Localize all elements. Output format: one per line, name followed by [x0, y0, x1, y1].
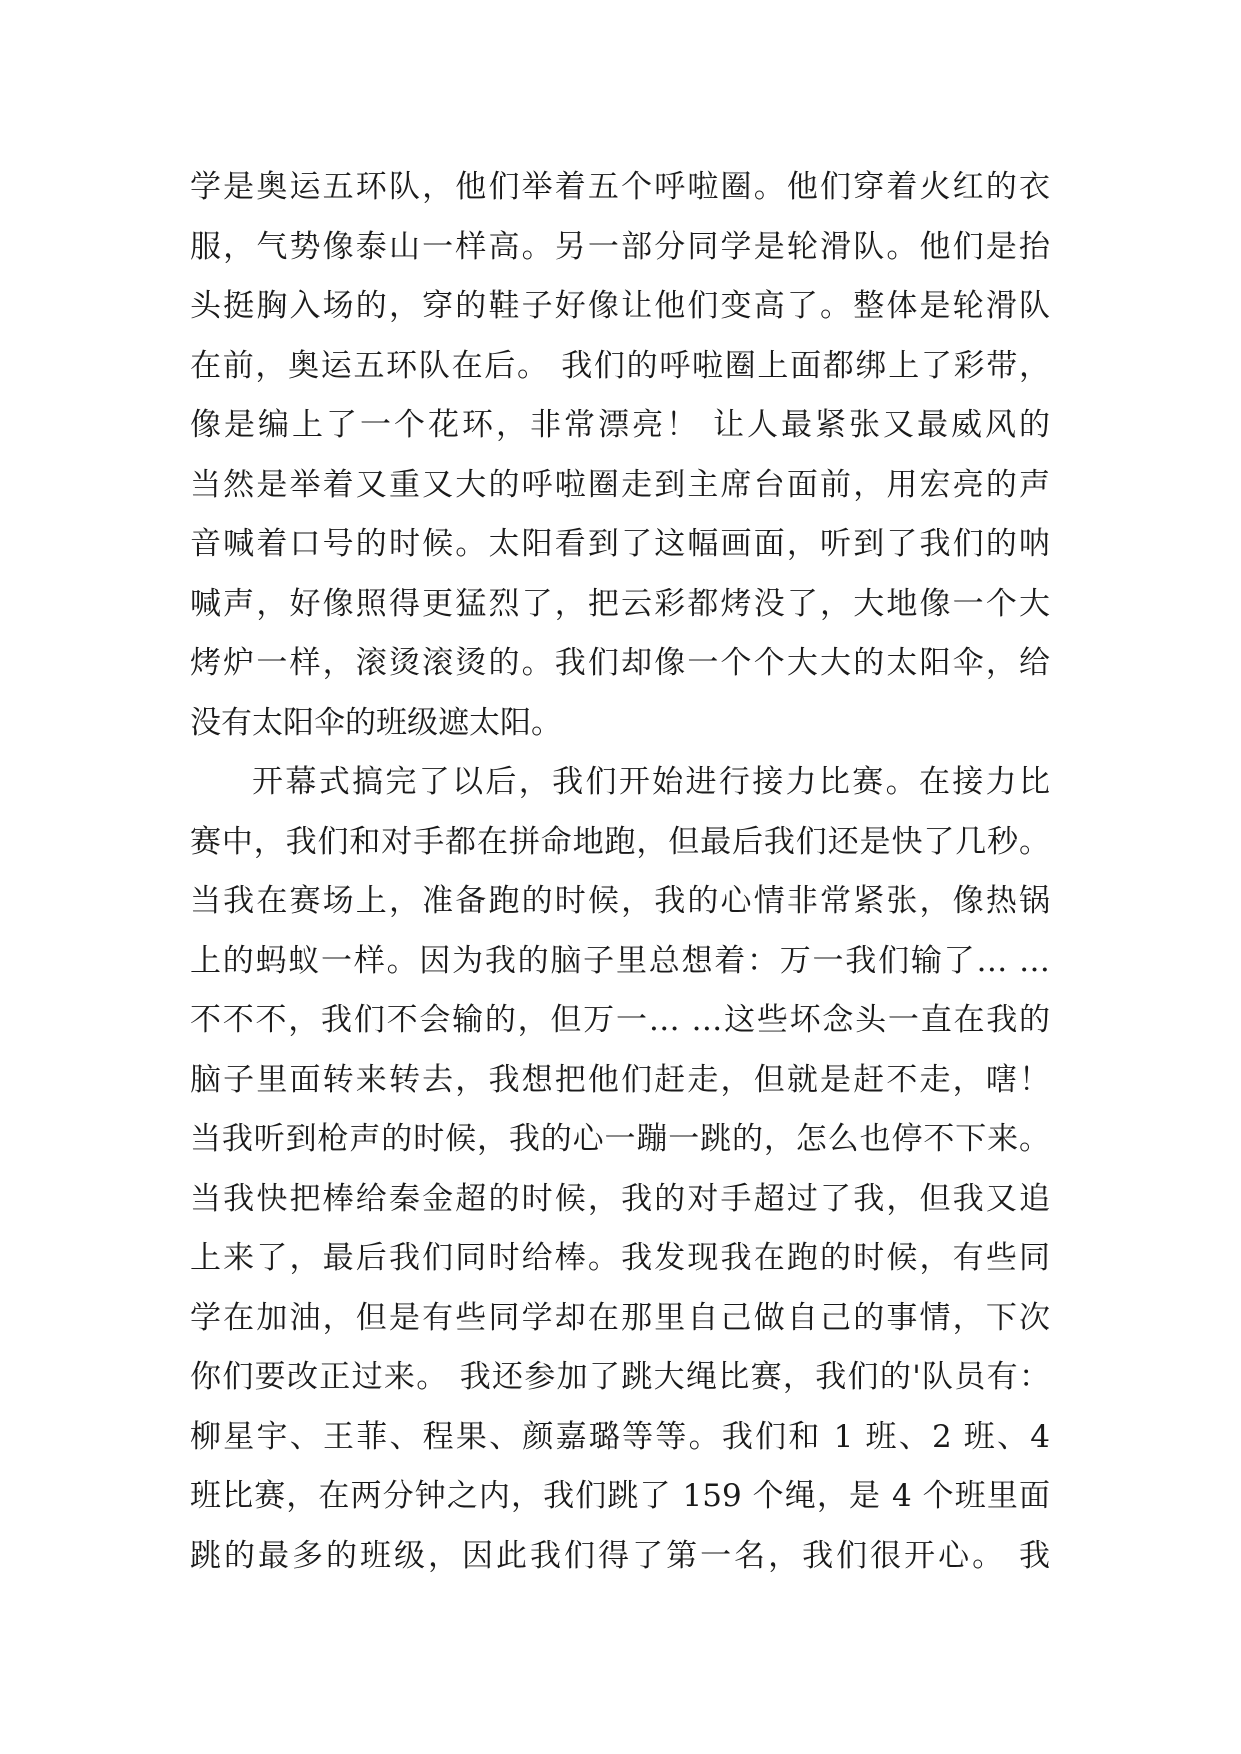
text-line: 像是编上了一个花环，非常漂亮！ 让人最紧张又最威风的 — [190, 407, 1050, 443]
text-line: 当然是举着又重又大的呼啦圈走到主席台面前，用宏亮的声 — [190, 466, 1050, 503]
text-line: 当我在赛场上，准备跑的时候，我的心情非常紧张，像热锅 — [190, 883, 1050, 919]
text-line: 音喊着口号的时候。太阳看到了这幅画面，听到了我们的呐 — [190, 526, 1050, 562]
body-text — [190, 158, 1050, 1586]
text-line: 喊声，好像照得更猛烈了，把云彩都烤没了，大地像一个大 — [190, 585, 1050, 622]
text-line: 班比赛，在两分钟之内，我们跳了 159 个绳，是 4 个班里面 — [190, 1478, 1050, 1514]
text-line: 跳的最多的班级，因此我们得了第一名，我们很开心。 我 — [190, 1537, 1050, 1574]
text-line: 你们要改正过来。 我还参加了跳大绳比赛，我们的'队员有： — [190, 1359, 1050, 1395]
text-line: 在前，奥运五环队在后。 我们的呼啦圈上面都绑上了彩带， — [190, 347, 1050, 384]
text-line: 烤炉一样，滚烫滚烫的。我们却像一个个大大的太阳伞，给 — [190, 645, 1050, 681]
text-line: 头挺胸入场的，穿的鞋子好像让他们变高了。整体是轮滑队 — [190, 288, 1050, 324]
text-line: 没有太阳伞的班级遮太阳。 — [190, 704, 562, 741]
text-line: 上的蚂蚁一样。因为我的脑子里总想着：万一我们输了… … — [190, 942, 1050, 979]
text-line: 上来了，最后我们同时给棒。我发现我在跑的时候，有些同 — [190, 1240, 1050, 1276]
text-line: 不不不，我们不会输的，但万一… …这些坏念头一直在我的 — [190, 1002, 1050, 1038]
text-line: 当我听到枪声的时候，我的心一蹦一跳的，怎么也停不下来。 — [190, 1121, 1050, 1157]
text-line: 脑子里面转来转去，我想把他们赶走，但就是赶不走，嗐！ — [190, 1061, 1050, 1098]
text-line: 学是奥运五环队，他们举着五个呼啦圈。他们穿着火红的衣 — [190, 169, 1050, 205]
text-line: 学在加油，但是有些同学却在那里自己做自己的事情，下次 — [190, 1299, 1050, 1336]
text-line: 柳星宇、王菲、程果、颜嘉璐等等。我们和 1 班、2 班、4 — [190, 1418, 1050, 1455]
text-line: 服，气势像泰山一样高。另一部分同学是轮滑队。他们是抬 — [190, 228, 1050, 265]
paragraph-first-line: 开幕式搞完了以后，我们开始进行接力比赛。在接力比 — [252, 764, 1050, 800]
text-line: 当我快把棒给秦金超的时候，我的对手超过了我，但我又追 — [190, 1180, 1050, 1217]
text-line: 赛中，我们和对手都在拼命地跑，但最后我们还是快了几秒。 — [190, 823, 1050, 860]
